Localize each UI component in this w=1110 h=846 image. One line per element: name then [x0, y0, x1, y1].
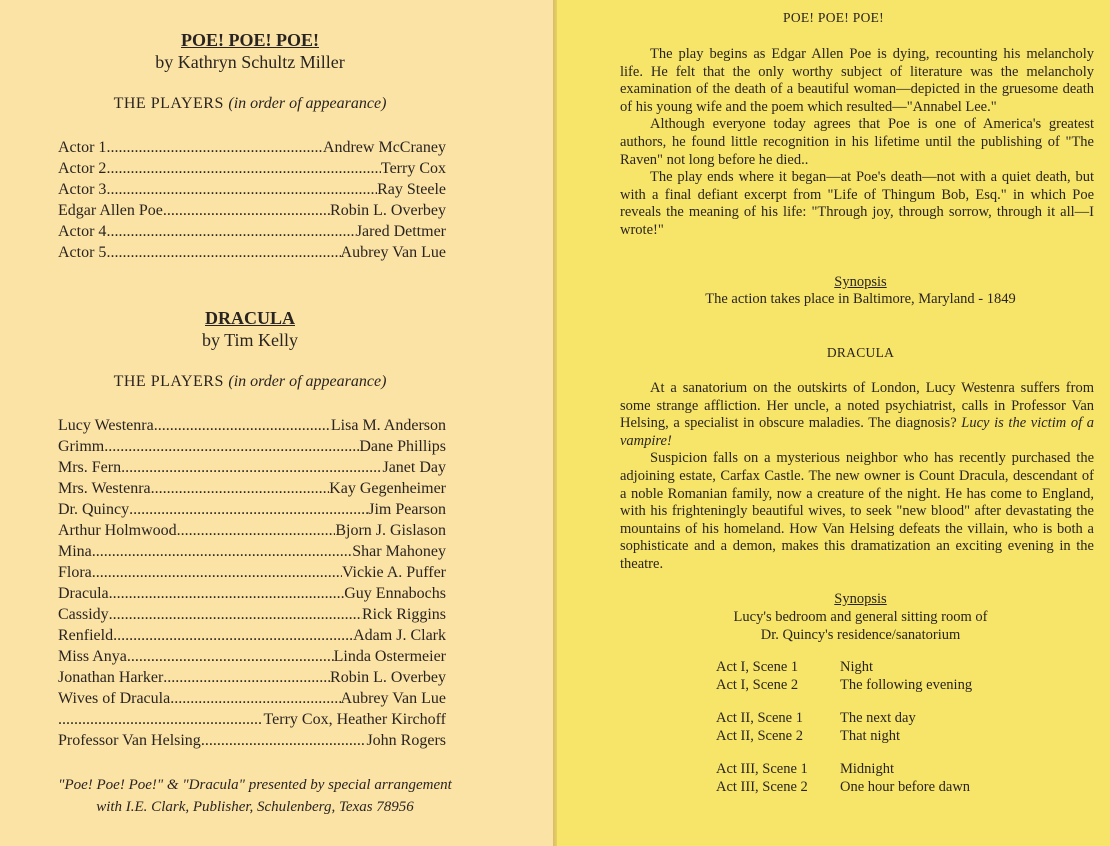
- dracula-author: by Tim Kelly: [201, 330, 299, 350]
- cast-row: [58, 160, 446, 181]
- dracula-p1-text: At a sanatorium on the outskirts of London, Lucy Westenra suffers from some strange affliction. Her uncle, a noted psychiatrist, calls in Professor Van Helsing, a specialist in obscure maladies. The diagnosis?: [620, 380, 1094, 432]
- cast-row: [58, 627, 446, 648]
- cast-row: [58, 690, 446, 711]
- dracula-players-heading: [0, 373, 500, 391]
- cast-row: [58, 564, 446, 585]
- cast-row: [58, 223, 446, 244]
- scene-time: The following evening: [840, 677, 973, 693]
- scene-act: Act II, Scene 1: [716, 710, 803, 726]
- cast-actor: Robin L. Overbey: [330, 202, 446, 219]
- cast-actor: John Rogers: [366, 732, 446, 749]
- cast-role: Edgar Allen Poe: [58, 202, 163, 219]
- cast-role: Dracula: [58, 585, 109, 602]
- poe-author: by Kathryn Schultz Miller: [155, 52, 345, 72]
- cast-row: [58, 543, 446, 564]
- cast-role: Jonathan Harker: [58, 669, 164, 686]
- cast-row: [58, 202, 446, 223]
- cast-role: Flora: [58, 564, 92, 581]
- dracula-description: [620, 380, 1094, 574]
- cast-row: [58, 522, 446, 543]
- cast-actor: Terry Cox, Heather Kirchoff: [263, 711, 446, 728]
- scene-time: One hour before dawn: [840, 779, 971, 795]
- players-label: THE PLAYERS: [113, 373, 224, 390]
- scene-row: [716, 676, 972, 694]
- cast-role: Renfield: [58, 627, 114, 644]
- scene-row: [716, 658, 972, 676]
- scene-act: Act I, Scene 1: [716, 659, 799, 675]
- cast-row: [58, 417, 446, 438]
- cast-actor: Jim Pearson: [368, 501, 446, 518]
- cast-actor: Aubrey Van Lue: [340, 690, 446, 707]
- cast-role: Miss Anya: [58, 648, 127, 665]
- dracula-paragraph-1: [620, 380, 1094, 450]
- cast-role: Mina: [58, 543, 92, 560]
- cast-role: Actor 5: [58, 244, 107, 261]
- cast-actor: Aubrey Van Lue: [340, 244, 446, 261]
- cast-row: [58, 732, 446, 753]
- cast-role: Actor 4: [58, 223, 107, 240]
- cast-actor: Terry Cox: [380, 160, 446, 177]
- cast-actor: Janet Day: [382, 459, 446, 476]
- scene-schedule-act-3: [716, 760, 970, 796]
- cast-actor: Linda Ostermeier: [333, 648, 446, 665]
- scene-time: Midnight: [840, 761, 894, 777]
- cast-role: Wives of Dracula: [58, 690, 171, 707]
- cast-actor: Ray Steele: [377, 181, 446, 198]
- arrangement-credit: [20, 774, 490, 818]
- cast-actor: Jared Dettmer: [355, 223, 446, 240]
- cast-row: [58, 711, 446, 732]
- poe-paragraph-3: The play ends where it began—at Poe's death—not with a quiet death, but with a final defiant excerpt from "Life of Thingum Bob, Esq." in which Poe reveals the meaning of his life: "Through joy, through sorrow, through it all—I wrote!": [620, 169, 1094, 238]
- players-label: THE PLAYERS: [113, 95, 224, 112]
- dracula-synopsis-line-2: Dr. Quincy's residence/sanatorium: [760, 627, 961, 643]
- scene-row: [716, 760, 970, 778]
- cast-role: Actor 2: [58, 160, 107, 177]
- cast-actor: Guy Ennabochs: [344, 585, 446, 602]
- cast-role: Grimm: [58, 438, 105, 455]
- scene-row: [716, 778, 970, 796]
- scene-act: Act I, Scene 2: [716, 677, 799, 693]
- scene-schedule-act-1: [716, 658, 972, 694]
- poe-synopsis-label: Synopsis: [834, 274, 887, 290]
- cast-role: Dr. Quincy: [58, 501, 130, 518]
- scene-row: [716, 727, 916, 745]
- cast-role: Lucy Westenra: [58, 417, 154, 434]
- scene-act: Act III, Scene 1: [716, 761, 808, 777]
- poe-description: [620, 46, 1094, 240]
- cast-row: [58, 501, 446, 522]
- cast-row: [58, 438, 446, 459]
- cast-role: Cassidy: [58, 606, 109, 623]
- poe-paragraph-2: Although everyone today agrees that Poe is one of America's greatest authors, he found little recognition in his lifetime until the publishing of "The Raven" not long before he died..: [620, 116, 1094, 168]
- scene-time: Night: [840, 659, 874, 675]
- cast-role: Mrs. Fern: [58, 459, 122, 476]
- cast-row: [58, 139, 446, 160]
- cast-actor: Vickie A. Puffer: [341, 564, 446, 581]
- cast-row: [58, 181, 446, 202]
- players-note: (in order of appearance): [228, 95, 387, 112]
- cast-role: Actor 1: [58, 139, 107, 156]
- poe-synopsis-text: The action takes place in Baltimore, Maryland - 1849: [705, 291, 1016, 307]
- poe-players-heading: [0, 95, 500, 113]
- dracula-synopsis-label: Synopsis: [834, 591, 887, 607]
- cast-row: [58, 244, 446, 265]
- cast-row: [58, 585, 446, 606]
- scene-row: [716, 709, 916, 727]
- cast-row: [58, 669, 446, 690]
- dracula-p1-italic: Lucy is the victim of a vampire!: [620, 415, 1095, 449]
- scene-act: Act II, Scene 2: [716, 728, 803, 744]
- cast-row: [58, 480, 446, 501]
- scene-time: The next day: [840, 710, 916, 726]
- cast-actor: Kay Gegenheimer: [329, 480, 446, 497]
- cast-row: [58, 606, 446, 627]
- cast-actor: Lisa M. Anderson: [330, 417, 446, 434]
- cast-actor: Andrew McCraney: [322, 139, 446, 156]
- cast-actor: Bjorn J. Gislason: [335, 522, 446, 539]
- credit-line-1: "Poe! Poe! Poe!" & "Dracula" presented by special arrangement: [58, 777, 452, 793]
- dracula-synopsis-line-1: Lucy's bedroom and general sitting room of: [733, 609, 988, 625]
- cast-actor: Dane Phillips: [359, 438, 446, 455]
- poe-cast-list: [58, 139, 446, 265]
- players-note: (in order of appearance): [228, 373, 387, 390]
- cast-actor: Rick Riggins: [361, 606, 446, 623]
- scene-time: That night: [840, 728, 901, 744]
- dracula-cast-list: [58, 417, 446, 753]
- scene-act: Act III, Scene 2: [716, 779, 808, 795]
- cast-row: [58, 648, 446, 669]
- cast-actor: Adam J. Clark: [353, 627, 446, 644]
- dracula-paragraph-2: Suspicion falls on a mysterious neighbor who has recently purchased the adjoining estate, Carfax Castle. The new owner is Count Dracula, descendant of a noble Romanian family, now a creature of the night. He has come to England, with his frighteningly beautiful wives, to seek "new blood" after devastating the mountains of his homeland. How Van Helsing defeats the villain, who is both a sophisticate and a demon, makes this dramatization an exciting evening in the theatre.: [620, 450, 1094, 572]
- poe-paragraph-1: The play begins as Edgar Allen Poe is dying, recounting his melancholy life. He felt that the only worthy subject of literature was the melancholy examination of the death of a beautiful woman—depicted in the gruesome death of his young wife and the poem which resulted—"Annabel Lee.": [620, 46, 1094, 115]
- cast-role: Mrs. Westenra: [58, 480, 151, 497]
- cast-role: Actor 3: [58, 181, 107, 198]
- scene-schedule-act-2: [716, 709, 916, 745]
- left-page: [0, 0, 553, 846]
- dracula-title: DRACULA: [205, 308, 295, 328]
- dracula-heading: DRACULA: [826, 345, 895, 360]
- cast-row: [58, 459, 446, 480]
- cast-role: Arthur Holmwood: [58, 522, 177, 539]
- poe-heading: POE! POE! POE!: [783, 10, 884, 25]
- cast-actor: Shar Mahoney: [352, 543, 446, 560]
- cast-actor: Robin L. Overbey: [330, 669, 446, 686]
- credit-line-2: with I.E. Clark, Publisher, Schulenberg, Texas 78956: [96, 799, 414, 815]
- poe-title: POE! POE! POE!: [181, 30, 319, 50]
- cast-role: Professor Van Helsing: [58, 732, 201, 749]
